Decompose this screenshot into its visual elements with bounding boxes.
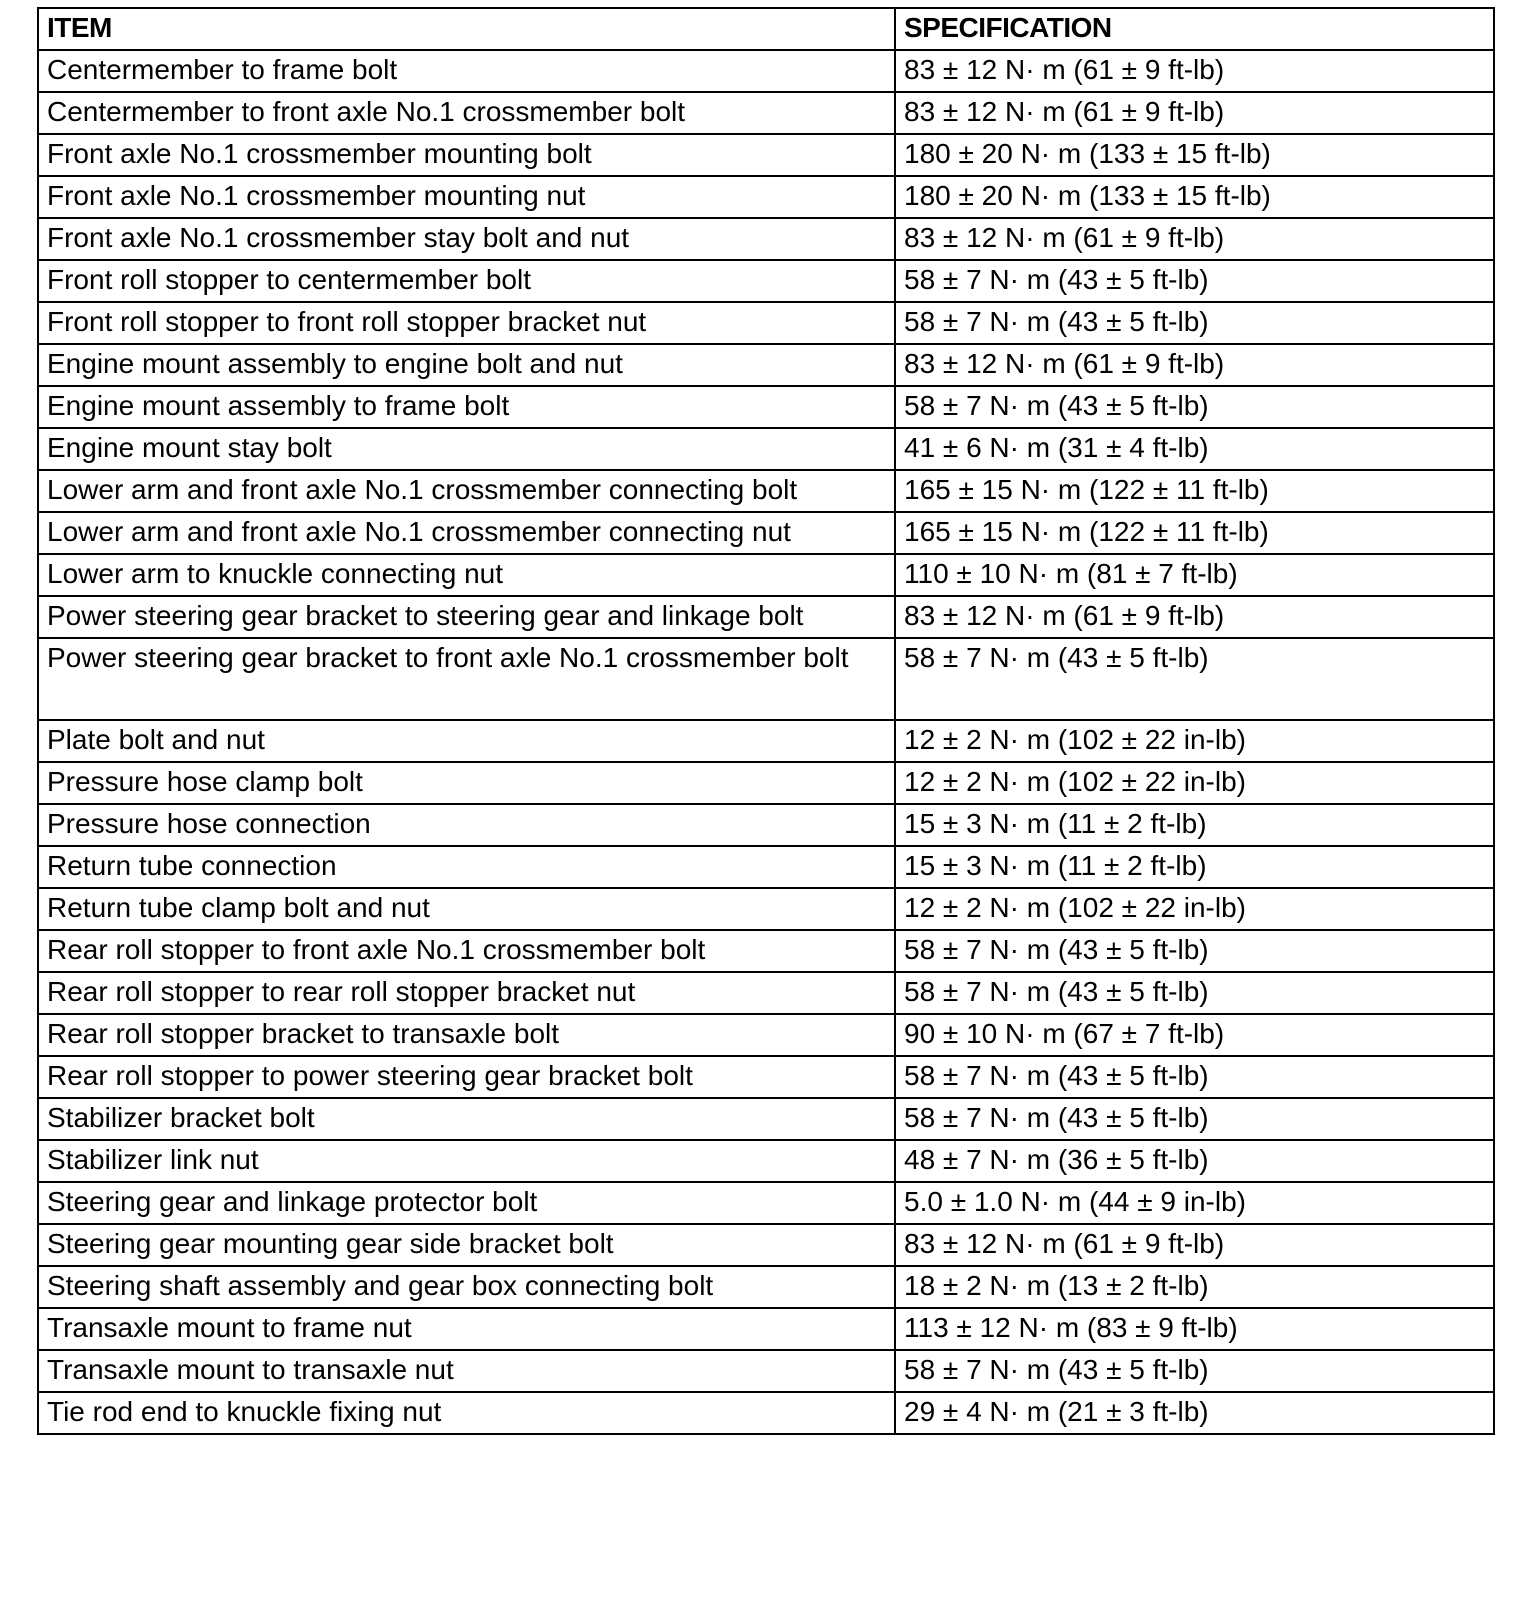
specification-cell: 165 ± 15 N· m (122 ± 11 ft-lb): [895, 512, 1494, 554]
header-row: [38, 8, 1494, 50]
item-cell: Rear roll stopper to rear roll stopper bracket nut: [38, 972, 895, 1014]
table-row: [38, 972, 1494, 1014]
item-cell: Front roll stopper to centermember bolt: [38, 260, 895, 302]
table-row: [38, 176, 1494, 218]
specification-cell: 58 ± 7 N· m (43 ± 5 ft-lb): [895, 302, 1494, 344]
item-cell: Power steering gear bracket to steering gear and linkage bolt: [38, 596, 895, 638]
specification-cell: 83 ± 12 N· m (61 ± 9 ft-lb): [895, 218, 1494, 260]
table-row: [38, 134, 1494, 176]
item-cell: Power steering gear bracket to front axle No.1 crossmember bolt: [38, 638, 895, 720]
specification-cell: 180 ± 20 N· m (133 ± 15 ft-lb): [895, 176, 1494, 218]
specification-cell: 48 ± 7 N· m (36 ± 5 ft-lb): [895, 1140, 1494, 1182]
specification-cell: 58 ± 7 N· m (43 ± 5 ft-lb): [895, 638, 1494, 720]
table-row: [38, 1392, 1494, 1434]
specification-cell: 12 ± 2 N· m (102 ± 22 in-lb): [895, 888, 1494, 930]
table-row: [38, 260, 1494, 302]
item-cell: Rear roll stopper to front axle No.1 crossmember bolt: [38, 930, 895, 972]
item-cell: Centermember to front axle No.1 crossmember bolt: [38, 92, 895, 134]
table-row: [38, 344, 1494, 386]
specification-cell: 83 ± 12 N· m (61 ± 9 ft-lb): [895, 1224, 1494, 1266]
header-specification: SPECIFICATION: [895, 8, 1494, 50]
item-cell: Front axle No.1 crossmember stay bolt and nut: [38, 218, 895, 260]
item-cell: Tie rod end to knuckle fixing nut: [38, 1392, 895, 1434]
table-row: [38, 1266, 1494, 1308]
specification-cell: 110 ± 10 N· m (81 ± 7 ft-lb): [895, 554, 1494, 596]
specification-cell: 83 ± 12 N· m (61 ± 9 ft-lb): [895, 596, 1494, 638]
specification-cell: 58 ± 7 N· m (43 ± 5 ft-lb): [895, 972, 1494, 1014]
specification-cell: 180 ± 20 N· m (133 ± 15 ft-lb): [895, 134, 1494, 176]
table-row: [38, 428, 1494, 470]
item-cell: Plate bolt and nut: [38, 720, 895, 762]
specification-cell: 58 ± 7 N· m (43 ± 5 ft-lb): [895, 930, 1494, 972]
table-row: [38, 930, 1494, 972]
table-row: [38, 846, 1494, 888]
table-row: [38, 596, 1494, 638]
specification-cell: 58 ± 7 N· m (43 ± 5 ft-lb): [895, 1350, 1494, 1392]
table-row: [38, 386, 1494, 428]
item-cell: Front axle No.1 crossmember mounting bolt: [38, 134, 895, 176]
specification-cell: 58 ± 7 N· m (43 ± 5 ft-lb): [895, 386, 1494, 428]
item-cell: Centermember to frame bolt: [38, 50, 895, 92]
specification-cell: 58 ± 7 N· m (43 ± 5 ft-lb): [895, 1056, 1494, 1098]
torque-spec-table: [37, 7, 1495, 1435]
item-cell: Transaxle mount to frame nut: [38, 1308, 895, 1350]
specification-cell: 15 ± 3 N· m (11 ± 2 ft-lb): [895, 804, 1494, 846]
specification-cell: 90 ± 10 N· m (67 ± 7 ft-lb): [895, 1014, 1494, 1056]
item-cell: Lower arm to knuckle connecting nut: [38, 554, 895, 596]
item-cell: Rear roll stopper to power steering gear bracket bolt: [38, 1056, 895, 1098]
item-cell: Engine mount stay bolt: [38, 428, 895, 470]
table-row: [38, 50, 1494, 92]
table-row: [38, 302, 1494, 344]
table-row: [38, 554, 1494, 596]
table-row: [38, 638, 1494, 720]
table-row: [38, 470, 1494, 512]
item-cell: Steering gear and linkage protector bolt: [38, 1182, 895, 1224]
table-row: [38, 888, 1494, 930]
specification-cell: 58 ± 7 N· m (43 ± 5 ft-lb): [895, 1098, 1494, 1140]
item-cell: Rear roll stopper bracket to transaxle bolt: [38, 1014, 895, 1056]
specification-cell: 83 ± 12 N· m (61 ± 9 ft-lb): [895, 50, 1494, 92]
item-cell: Stabilizer bracket bolt: [38, 1098, 895, 1140]
item-cell: Return tube clamp bolt and nut: [38, 888, 895, 930]
header-item: ITEM: [38, 8, 895, 50]
item-cell: Steering gear mounting gear side bracket bolt: [38, 1224, 895, 1266]
specification-cell: 12 ± 2 N· m (102 ± 22 in-lb): [895, 720, 1494, 762]
table-row: [38, 720, 1494, 762]
table-row: [38, 1308, 1494, 1350]
table-row: [38, 1140, 1494, 1182]
specification-cell: 29 ± 4 N· m (21 ± 3 ft-lb): [895, 1392, 1494, 1434]
item-cell: Lower arm and front axle No.1 crossmember connecting bolt: [38, 470, 895, 512]
specification-cell: 5.0 ± 1.0 N· m (44 ± 9 in-lb): [895, 1182, 1494, 1224]
specification-cell: 83 ± 12 N· m (61 ± 9 ft-lb): [895, 344, 1494, 386]
item-cell: Stabilizer link nut: [38, 1140, 895, 1182]
table-row: [38, 92, 1494, 134]
item-cell: Engine mount assembly to frame bolt: [38, 386, 895, 428]
specification-cell: 113 ± 12 N· m (83 ± 9 ft-lb): [895, 1308, 1494, 1350]
item-cell: Front axle No.1 crossmember mounting nut: [38, 176, 895, 218]
item-cell: Front roll stopper to front roll stopper bracket nut: [38, 302, 895, 344]
specification-cell: 165 ± 15 N· m (122 ± 11 ft-lb): [895, 470, 1494, 512]
table-row: [38, 1098, 1494, 1140]
table-row: [38, 1224, 1494, 1266]
specification-cell: 41 ± 6 N· m (31 ± 4 ft-lb): [895, 428, 1494, 470]
item-cell: Transaxle mount to transaxle nut: [38, 1350, 895, 1392]
item-cell: Pressure hose connection: [38, 804, 895, 846]
item-cell: Pressure hose clamp bolt: [38, 762, 895, 804]
item-cell: Steering shaft assembly and gear box connecting bolt: [38, 1266, 895, 1308]
item-cell: Engine mount assembly to engine bolt and nut: [38, 344, 895, 386]
table-header: [38, 8, 1494, 50]
table-row: [38, 804, 1494, 846]
table-row: [38, 512, 1494, 554]
table-body: [38, 50, 1494, 1434]
table-row: [38, 1014, 1494, 1056]
specification-cell: 12 ± 2 N· m (102 ± 22 in-lb): [895, 762, 1494, 804]
specification-cell: 83 ± 12 N· m (61 ± 9 ft-lb): [895, 92, 1494, 134]
specification-cell: 15 ± 3 N· m (11 ± 2 ft-lb): [895, 846, 1494, 888]
table-row: [38, 762, 1494, 804]
table-row: [38, 1182, 1494, 1224]
item-cell: Return tube connection: [38, 846, 895, 888]
specification-cell: 18 ± 2 N· m (13 ± 2 ft-lb): [895, 1266, 1494, 1308]
table-row: [38, 218, 1494, 260]
specification-cell: 58 ± 7 N· m (43 ± 5 ft-lb): [895, 260, 1494, 302]
item-cell: Lower arm and front axle No.1 crossmember connecting nut: [38, 512, 895, 554]
table-row: [38, 1350, 1494, 1392]
table-row: [38, 1056, 1494, 1098]
